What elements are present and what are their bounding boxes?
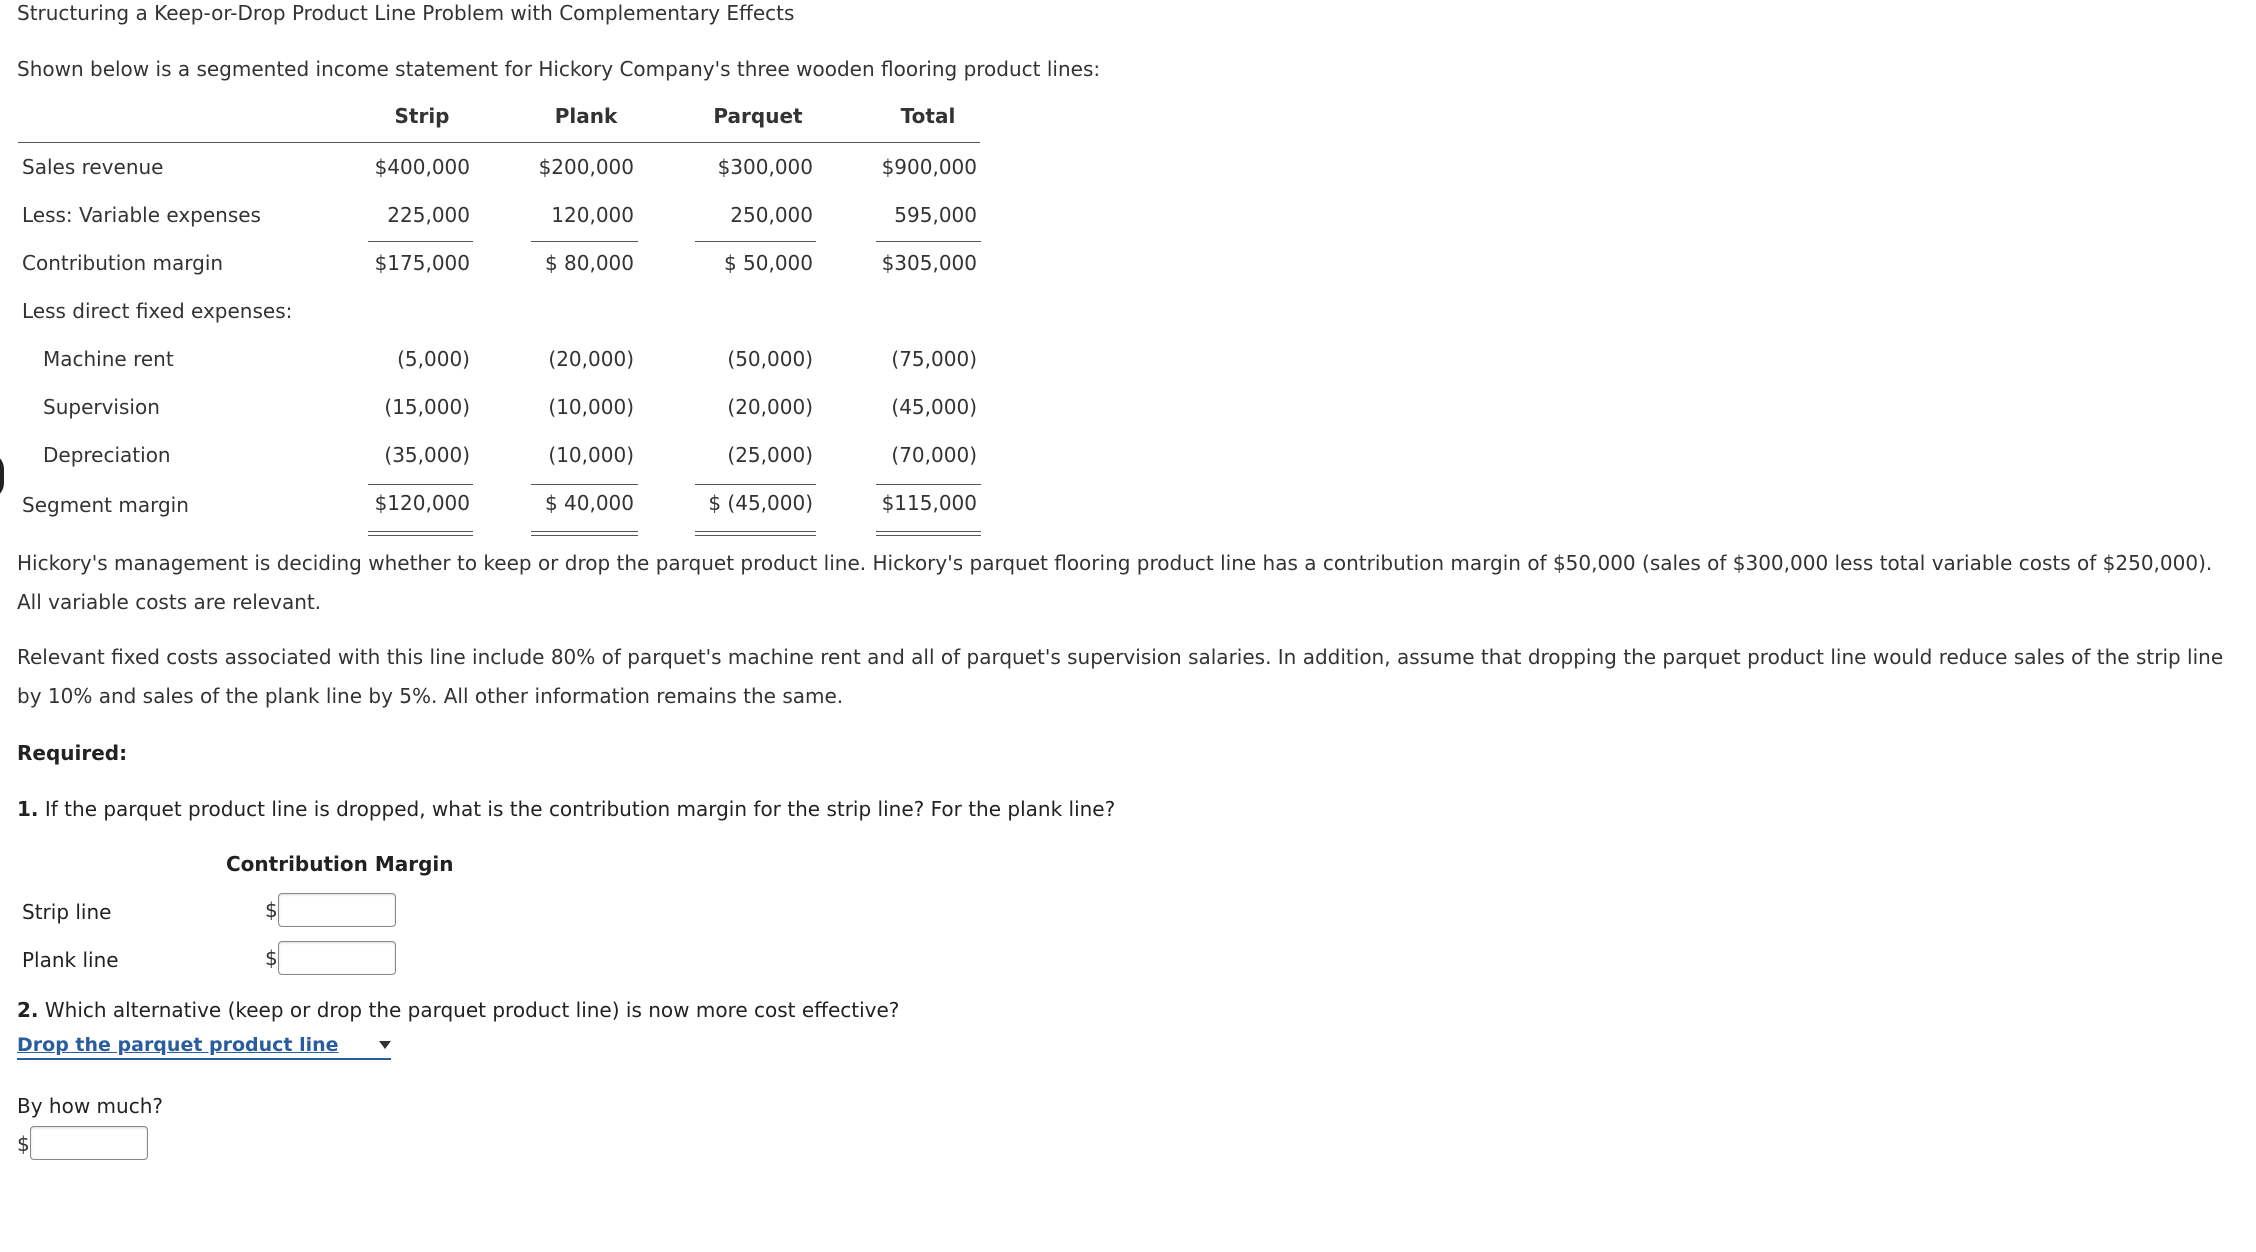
segment-margin-parquet: $ (45,000) — [708, 491, 813, 515]
plank-line-label: Plank line — [22, 948, 119, 972]
variable-expenses-parquet: 250,000 — [730, 203, 813, 227]
supervision-strip: (15,000) — [384, 395, 470, 419]
question-1-number: 1. — [17, 797, 39, 821]
header-strip: Strip — [394, 104, 450, 128]
row-label-sales-revenue: Sales revenue — [22, 155, 164, 179]
amount-currency-symbol: $ — [17, 1132, 30, 1156]
variable-expenses-plank: 120,000 — [551, 203, 634, 227]
segment-margin-total: $115,000 — [881, 491, 977, 515]
row-label-supervision: Supervision — [43, 395, 160, 419]
double-underline-parquet — [695, 531, 816, 536]
double-underline-plank — [531, 531, 638, 536]
plank-line-cm-input[interactable] — [278, 941, 396, 975]
alternative-select-value: Drop the parquet product line — [17, 1034, 339, 1056]
intro-text: Shown below is a segmented income statement for Hickory Company's three wooden flooring product lines: — [17, 57, 1101, 81]
underline-dep-strip — [368, 484, 473, 485]
contribution-margin-plank: $ 80,000 — [544, 251, 634, 275]
supervision-total: (45,000) — [891, 395, 977, 419]
contribution-margin-strip: $175,000 — [374, 251, 470, 275]
row-label-direct-fixed: Less direct fixed expenses: — [22, 299, 293, 323]
header-parquet: Parquet — [713, 104, 803, 128]
sales-revenue-strip: $400,000 — [374, 155, 470, 179]
plank-currency-symbol: $ — [265, 946, 278, 970]
row-label-machine-rent: Machine rent — [43, 347, 174, 371]
underline-ve-strip — [368, 241, 473, 242]
depreciation-parquet: (25,000) — [727, 443, 813, 467]
row-label-depreciation: Depreciation — [43, 443, 171, 467]
underline-dep-parquet — [695, 484, 816, 485]
machine-rent-strip: (5,000) — [397, 347, 470, 371]
underline-ve-total — [876, 241, 981, 242]
row-label-contribution-margin: Contribution margin — [22, 251, 224, 275]
depreciation-total: (70,000) — [891, 443, 977, 467]
difference-amount-input[interactable] — [30, 1126, 148, 1160]
question-1 — [17, 790, 1115, 828]
question-1-text: If the parquet product line is dropped, what is the contribution margin for the strip line? For the plank line? — [44, 797, 1116, 821]
by-how-much-label: By how much? — [17, 1094, 163, 1118]
machine-rent-total: (75,000) — [891, 347, 977, 371]
header-plank: Plank — [554, 104, 618, 128]
contribution-margin-header: Contribution Margin — [226, 852, 454, 876]
chevron-down-icon — [379, 1041, 391, 1049]
machine-rent-parquet: (50,000) — [727, 347, 813, 371]
double-underline-strip — [368, 531, 473, 536]
underline-dep-total — [876, 484, 981, 485]
depreciation-strip: (35,000) — [384, 443, 470, 467]
row-label-segment-margin: Segment margin — [22, 493, 189, 517]
header-total: Total — [900, 104, 956, 128]
question-2-number: 2. — [17, 998, 39, 1022]
strip-line-cm-input[interactable] — [278, 893, 396, 927]
variable-expenses-strip: 225,000 — [387, 203, 470, 227]
sales-revenue-plank: $200,000 — [538, 155, 634, 179]
paragraph-fixed-costs: Relevant fixed costs associated with this line include 80% of parquet's machine rent and all of parquet's supervision salaries. In addition, assume that dropping the parquet product line would reduce sales of the strip line by 10% and sales of the plank line by 5%. All other information remains the same. — [17, 645, 2224, 708]
required-label: Required: — [17, 741, 128, 765]
supervision-parquet: (20,000) — [727, 395, 813, 419]
question-2-text: Which alternative (keep or drop the parquet product line) is now more cost effective? — [44, 998, 900, 1022]
strip-currency-symbol: $ — [265, 898, 278, 922]
supervision-plank: (10,000) — [548, 395, 634, 419]
sales-revenue-total: $900,000 — [881, 155, 977, 179]
row-label-variable-expenses: Less: Variable expenses — [22, 203, 261, 227]
page-edge-marker — [0, 453, 4, 499]
header-rule — [18, 142, 980, 143]
depreciation-plank: (10,000) — [548, 443, 634, 467]
alternative-select[interactable] — [17, 1032, 391, 1060]
underline-ve-parquet — [695, 241, 816, 242]
question-2 — [17, 991, 899, 1029]
contribution-margin-parquet: $ 50,000 — [723, 251, 813, 275]
variable-expenses-total: 595,000 — [894, 203, 977, 227]
strip-line-label: Strip line — [22, 900, 112, 924]
sales-revenue-parquet: $300,000 — [717, 155, 813, 179]
segment-margin-strip: $120,000 — [374, 491, 470, 515]
contribution-margin-total: $305,000 — [881, 251, 977, 275]
page-title: Structuring a Keep-or-Drop Product Line Problem with Complementary Effects — [17, 1, 795, 25]
paragraph-decision: Hickory's management is deciding whether to keep or drop the parquet product line. Hickory's parquet flooring product line has a contribution margin of $50,000 (sales of $300,000 less total variable costs of $250,000). All variable costs are relevant. — [17, 551, 2213, 614]
underline-dep-plank — [531, 484, 638, 485]
machine-rent-plank: (20,000) — [548, 347, 634, 371]
double-underline-total — [876, 531, 981, 536]
underline-ve-plank — [531, 241, 638, 242]
segment-margin-plank: $ 40,000 — [544, 491, 634, 515]
